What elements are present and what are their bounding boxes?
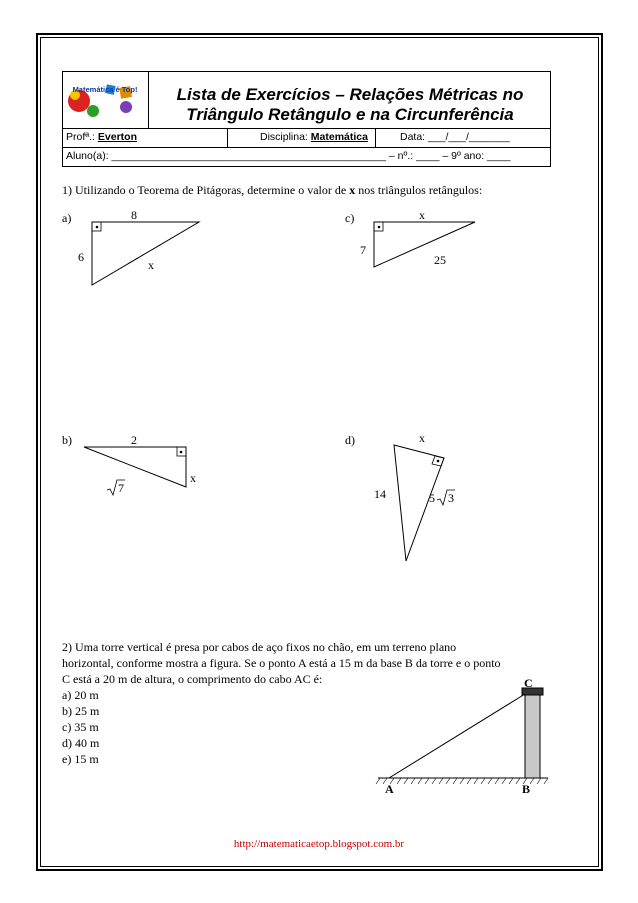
question-2-line-2: horizontal, conforme mostra a figura. Se o ponto A está a 15 m da base B da torre e o ponto <box>62 656 501 670</box>
option-c: c) 35 m <box>62 720 99 734</box>
question-2-line-1: 2) Uma torre vertical é presa por cabos de aço fixos no chão, em um terreno plano <box>62 640 457 654</box>
triangle-c-left: 7 <box>360 243 366 257</box>
cable-AC <box>389 694 525 778</box>
triangle-c <box>374 222 475 267</box>
triangle-a-left: 6 <box>78 250 84 264</box>
triangle-d-right-radicand: 3 <box>448 491 454 505</box>
option-a: a) 20 m <box>62 688 99 702</box>
label-b: b) <box>62 433 72 447</box>
triangle-a <box>92 222 199 285</box>
footer-url[interactable]: http://matematicaetop.blogspot.com.br <box>233 838 405 850</box>
q1-prefix: 1) Utilizando o Teorema de Pitágoras, determine o valor de <box>62 183 350 197</box>
triangle-b-top: 2 <box>131 433 137 447</box>
teacher-name: Everton <box>97 131 137 143</box>
subject-name: Matemática <box>310 131 368 143</box>
label-c: c) <box>345 211 355 225</box>
triangle-b-hyp-radicand: 7 <box>118 481 124 495</box>
q1-suffix: nos triângulos retângulos: <box>355 183 483 197</box>
label-d: d) <box>345 433 355 447</box>
logo-text: Matemática é Top! <box>72 85 138 94</box>
title-line-2: Triângulo Retângulo e na Circunferência <box>186 105 514 124</box>
triangle-b <box>84 447 186 487</box>
question-2-line-3: C está a 20 m de altura, o comprimento do cabo AC é: <box>62 672 323 686</box>
option-e: e) 15 m <box>62 752 99 766</box>
point-A-label: A <box>385 782 394 796</box>
option-b: b) 25 m <box>62 704 100 718</box>
point-B-label: B <box>522 782 531 796</box>
point-C-label: C <box>524 676 533 690</box>
triangle-c-hyp: 25 <box>434 253 446 267</box>
title-line-1: Lista de Exercícios – Relações Métricas no <box>176 85 524 104</box>
teacher-label: Profª.: <box>66 131 95 143</box>
triangle-d-left: 14 <box>374 487 386 501</box>
triangle-d-top: x <box>419 431 425 445</box>
triangle-c-top: x <box>419 208 425 222</box>
triangle-d <box>394 445 444 561</box>
subject-label: Disciplina: <box>260 131 308 143</box>
triangle-a-top: 8 <box>131 208 137 222</box>
triangle-b-right: x <box>190 471 196 485</box>
q1-variable: x <box>349 183 356 197</box>
triangle-a-hyp: x <box>148 258 154 272</box>
label-a: a) <box>62 211 72 225</box>
student-field: Aluno(a): _______________________________________________ – nº.: ____ – 9º ano: ____ <box>66 150 511 162</box>
date-field: Data: ___/___/_______ <box>400 131 510 143</box>
option-d: d) 40 m <box>62 736 100 750</box>
triangle-d-right-coef: 5 <box>429 491 435 505</box>
tower <box>525 694 540 778</box>
